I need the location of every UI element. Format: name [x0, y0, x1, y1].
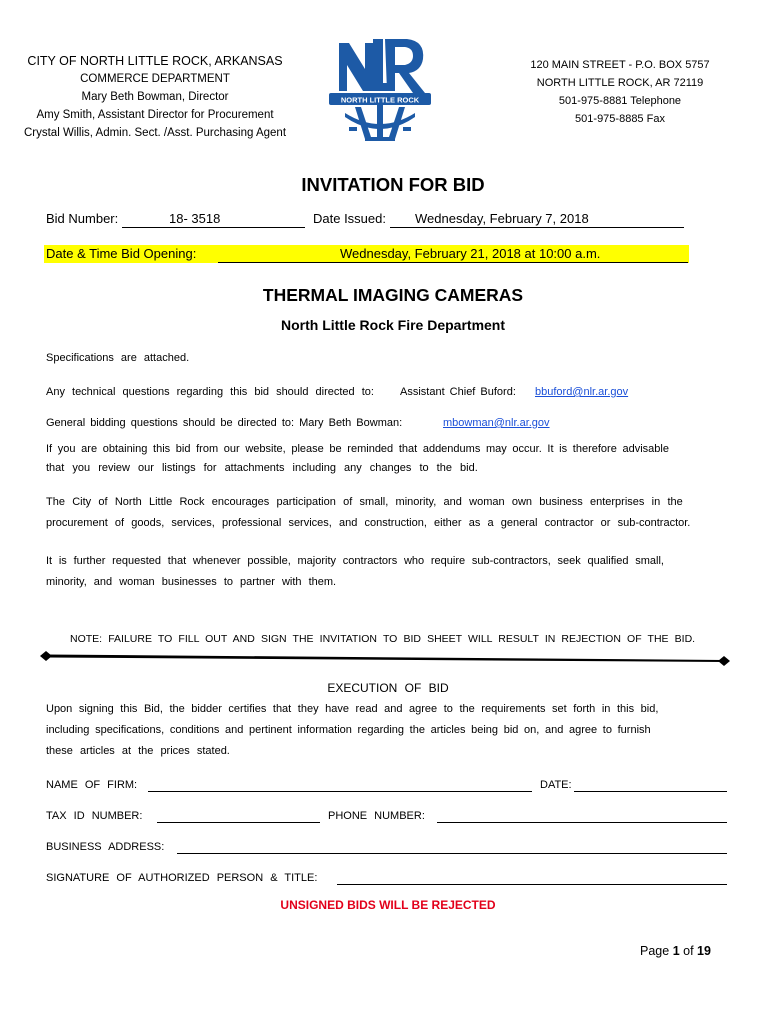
unsigned-warning: UNSIGNED BIDS WILL BE REJECTED	[280, 898, 496, 912]
website-text-1: If you are obtaining this bid from our website, please be reminded that addendums may occur. It is therefore advisable	[46, 443, 669, 455]
admin-name: Crystal Willis, Admin. Sect. /Asst. Purchasing Agent	[23, 127, 287, 139]
tech-question-text: Any technical questions regarding this bid should directed to:	[46, 386, 374, 398]
page-word: Page	[640, 944, 670, 958]
phone-field[interactable]	[437, 822, 727, 823]
note-text: NOTE: FAILURE TO FILL OUT AND SIGN THE INVITATION TO BID SHEET WILL RESULT IN REJECTION OF THE BID.	[70, 633, 696, 645]
date-issued-value: Wednesday, February 7, 2018	[415, 211, 589, 226]
bid-number-value: 18- 3518	[169, 211, 221, 226]
tax-id-field[interactable]	[157, 822, 320, 823]
city-name: CITY OF NORTH LITTLE ROCK, ARKANSAS	[27, 54, 283, 68]
date-field[interactable]	[574, 791, 727, 792]
tech-email-link[interactable]: bbuford@nlr.ar.gov	[535, 386, 629, 398]
date-issued-field[interactable]	[390, 211, 684, 228]
logo-banner-text: NORTH LITTLE ROCK	[340, 95, 420, 105]
firm-name-field[interactable]	[148, 791, 532, 792]
department-title: North Little Rock Fire Department	[280, 317, 506, 333]
asst-director-name: Amy Smith, Assistant Director for Procurement	[36, 109, 274, 121]
director-name: Mary Beth Bowman, Director	[81, 91, 229, 103]
execution-text-1: Upon signing this Bid, the bidder certifies that they have read and agree to the requirements set forth in this bid,	[46, 703, 659, 715]
page-total: 19	[697, 944, 711, 958]
bid-opening-value: Wednesday, February 21, 2018 at 10:00 a.m.	[340, 246, 601, 261]
encourage-text-1: The City of North Little Rock encourages participation of small, minority, and woman own business enterprises in the	[46, 496, 683, 508]
request-text-2: minority, and woman businesses to partner with them.	[46, 576, 337, 588]
street-address: 120 MAIN STREET - P.O. BOX 5757	[530, 59, 710, 71]
specs-text: Specifications are attached.	[46, 352, 190, 364]
date-label: DATE:	[540, 779, 572, 791]
nlr-logo	[325, 35, 435, 143]
signature-field[interactable]	[337, 884, 727, 885]
header-right	[500, 56, 740, 128]
bid-number-row	[46, 211, 118, 226]
execution-text-2: including specifications, conditions and pertinent information regarding the articles being bid on, and agree to furnish	[46, 724, 651, 736]
website-text-2: that you review our listings for attachments including any changes to the bid.	[46, 462, 478, 474]
address-field[interactable]	[177, 853, 727, 854]
city-address: NORTH LITTLE ROCK, AR 72119	[536, 77, 704, 89]
request-text-1: It is further requested that whenever possible, majority contractors who require sub-contractors, seek qualified small,	[46, 555, 664, 567]
date-issued-label: Date Issued:	[313, 211, 386, 226]
bid-number-label: Bid Number:	[46, 211, 119, 226]
department-name: COMMERCE DEPARTMENT	[80, 73, 230, 85]
signature-label: SIGNATURE OF AUTHORIZED PERSON & TITLE:	[46, 872, 318, 884]
header-left	[0, 52, 310, 142]
bid-subject: THERMAL IMAGING CAMERAS	[262, 285, 524, 305]
phone-label: PHONE NUMBER:	[328, 810, 425, 822]
tax-id-label: TAX ID NUMBER:	[46, 810, 143, 822]
execution-heading: EXECUTION OF BID	[327, 681, 449, 695]
telephone: 501-975-8881 Telephone	[558, 95, 682, 107]
of-word: of	[683, 944, 694, 958]
tech-contact-text: Assistant Chief Buford:	[400, 386, 516, 398]
bid-opening-field[interactable]	[218, 246, 688, 263]
page-number: 1	[672, 944, 680, 958]
general-question-text: General bidding questions should be directed to: Mary Beth Bowman:	[46, 417, 403, 429]
firm-label: NAME OF FIRM:	[46, 779, 138, 791]
bid-number-field[interactable]	[122, 211, 305, 228]
execution-text-3: these articles at the prices stated.	[46, 745, 230, 757]
bid-opening-label: Date & Time Bid Opening:	[46, 246, 197, 261]
page-footer	[640, 944, 711, 958]
general-email-link[interactable]: mbowman@nlr.ar.gov	[443, 417, 550, 429]
encourage-text-2: procurement of goods, services, professional services, and construction, either as a general contractor or sub-contractor.	[46, 517, 691, 529]
page-title: INVITATION FOR BID	[301, 174, 485, 195]
fax: 501-975-8885 Fax	[575, 113, 665, 125]
section-divider	[38, 650, 732, 666]
address-label: BUSINESS ADDRESS:	[46, 841, 165, 853]
